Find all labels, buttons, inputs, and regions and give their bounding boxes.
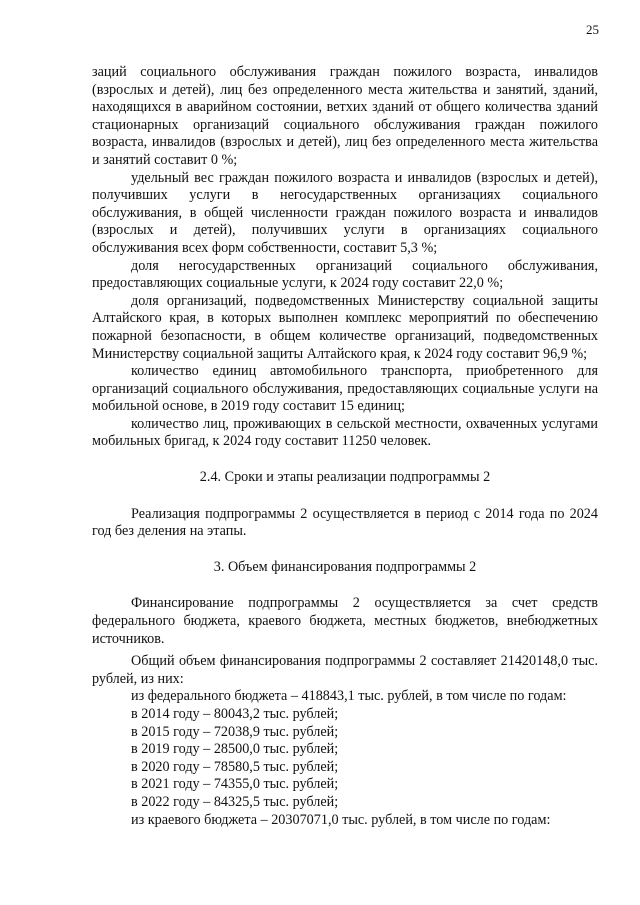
section-heading-2-4: 2.4. Сроки и этапы реализации подпрограммы 2 [199,469,491,486]
paragraph-fire-safety: доля организаций, подведомственных Министерству социальной защиты Алтайского края, в которых выполнен комплекс мероприятий по обеспечению пожарной безопасности, в общем количестве организаций, подведомственных Министерству социальной защиты Алтайского края, к 2024 году составит 96,9 %; [92,292,598,362]
paragraph-elderly-share: удельный вес граждан пожилого возраста и инвалидов (взрослых и детей), получивших услуги в негосударственных организациях социального обслуживания, в общей численности граждан пожилого возраста и инвалидов (взрослых и детей), получивших услуги в организациях социального обслуживания всех форм собственности, составит 5,3 %; [92,169,598,256]
paragraph-timeline: Реализация подпрограммы 2 осуществляется в период с 2014 года по 2024 год без деления на этапы. [92,505,598,540]
paragraph-continuation: заций социального обслуживания граждан пожилого возраста, инвалидов (взрослых и детей), лиц без определенного места жительства и занятий, зданий, находящихся в аварийном состоянии, ветхих зданий от общего количества зданий стационарных организаций социального обслуживания граждан пожилого возраста, инвалидов (взрослых и детей), лиц без определенного места жительства и занятий составит 0 %; [92,64,598,168]
federal-years-list [92,706,598,812]
paragraph-federal-budget: из федерального бюджета – 418843,1 тыс. рублей, в том числе по годам: [131,688,567,705]
list-item: в 2019 году – 28500,0 тыс. рублей; [131,741,339,758]
paragraph-mobile-brigades: количество лиц, проживающих в сельской местности, охваченных услугами мобильных бригад, к 2024 году составит 11250 человек. [92,415,598,450]
page-number: 25 [586,22,599,37]
list-item: в 2022 году – 84325,5 тыс. рублей; [131,793,339,810]
paragraph-total-financing: Общий объем финансирования подпрограммы 2 составляет 21420148,0 тыс. рублей, из них: [92,653,598,687]
paragraph-transport: количество единиц автомобильного транспорта, приобретенного для организаций социального обслуживания, предоставляющих социальные услуги на мобильной основе, в 2019 году составит 15 единиц; [92,363,598,415]
list-item: в 2015 году – 72038,9 тыс. рублей; [131,723,339,740]
paragraph-regional-budget: из краевого бюджета – 20307071,0 тыс. рублей, в том числе по годам: [131,811,551,828]
list-item: в 2014 году – 80043,2 тыс. рублей; [131,706,339,722]
section-heading-3: 3. Объем финансирования подпрограммы 2 [213,558,477,575]
document-body [92,64,598,829]
list-item: в 2020 году – 78580,5 тыс. рублей; [131,758,339,775]
list-item: в 2021 году – 74355,0 тыс. рублей; [131,776,339,793]
paragraph-financing-sources: Финансирование подпрограммы 2 осуществляется за счет средств федерального бюджета, краевого бюджета, местных бюджетов, внебюджетных источников. [92,595,598,647]
paragraph-nongov-share: доля негосударственных организаций социального обслуживания, предоставляющих социальные услуги, к 2024 году составит 22,0 %; [92,257,598,292]
